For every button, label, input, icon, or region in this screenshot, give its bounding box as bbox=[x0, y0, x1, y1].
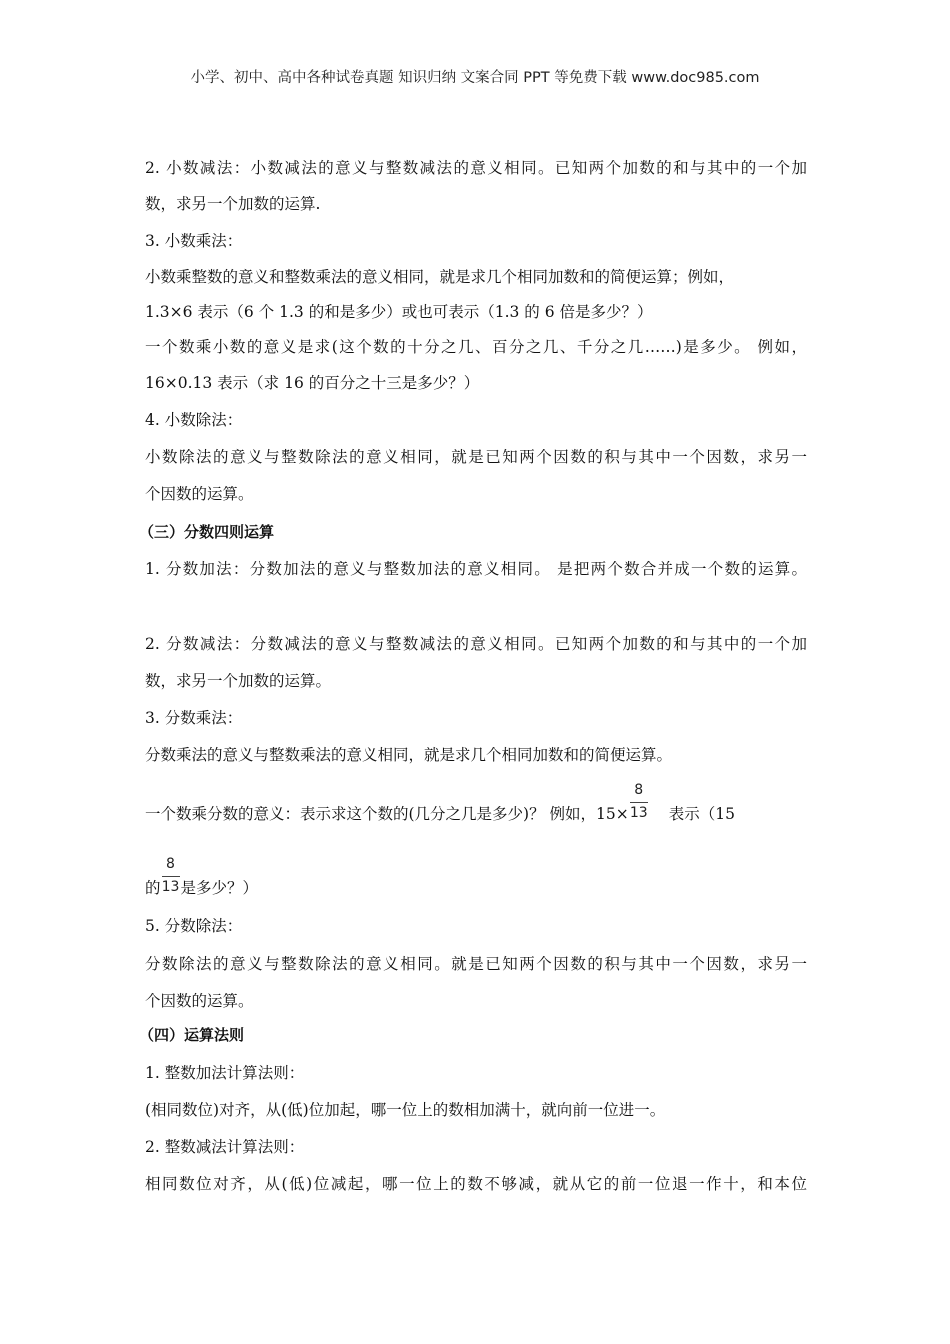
page-header: 小学、初中、高中各种试卷真题 知识归纳 文案合同 PPT 等免费下载 www.doc985.com bbox=[190, 70, 760, 86]
section-heading: （三）分数四则运算 bbox=[139, 523, 275, 541]
section-heading: （四）运算法则 bbox=[139, 1026, 245, 1044]
text-line: 16×0.13 表示（求 16 的百分之十三是多少？） bbox=[145, 374, 480, 392]
text-line: 分数除法的意义与整数除法的意义相同。就是已知两个因数的积与其中一个因数，求另一 bbox=[145, 955, 807, 973]
fraction bbox=[629, 782, 649, 824]
fraction-numerator: 8 bbox=[166, 856, 175, 872]
text-line: 2. 分数减法：分数减法的意义与整数减法的意义相同。已知两个加数的和与其中的一个加 bbox=[145, 635, 807, 653]
text-line: 2. 整数减法计算法则： bbox=[145, 1138, 305, 1156]
text-line: 相同数位对齐，从(低)位减起，哪一位上的数不够减，就从它的前一位退一作十，和本位 bbox=[145, 1175, 807, 1193]
line-segment: 是多少？） bbox=[180, 879, 259, 897]
line-segment: 的 bbox=[145, 879, 161, 897]
text-line: 个因数的运算。 bbox=[145, 485, 254, 503]
fraction bbox=[161, 856, 181, 898]
text-line: 小数除法的意义与整数除法的意义相同，就是已知两个因数的积与其中一个因数，求另一 bbox=[145, 448, 807, 466]
text-line-with-fraction bbox=[145, 856, 259, 898]
text-line: 3. 分数乘法： bbox=[145, 709, 243, 727]
text-line: 5. 分数除法： bbox=[145, 917, 243, 935]
fraction-denominator: 13 bbox=[629, 805, 648, 821]
text-line: 4. 小数除法： bbox=[145, 411, 243, 429]
text-line: 1. 整数加法计算法则： bbox=[145, 1064, 305, 1082]
text-line: (相同数位)对齐，从(低)位加起，哪一位上的数相加满十，就向前一位进一。 bbox=[145, 1101, 666, 1119]
line-segment: 表示（15 bbox=[668, 805, 735, 823]
text-line: 一个数乘小数的意义是求(这个数的十分之几、百分之几、千分之几……)是多少。 例如， bbox=[145, 338, 807, 356]
text-line: 1. 分数加法：分数加法的意义与整数加法的意义相同。 是把两个数合并成一个数的运算。 bbox=[145, 560, 807, 578]
text-line: 个因数的运算。 bbox=[145, 992, 254, 1010]
fraction-numerator: 8 bbox=[634, 782, 644, 798]
text-line: 2. 小数减法：小数减法的意义与整数减法的意义相同。已知两个加数的和与其中的一个加 bbox=[145, 159, 807, 177]
text-line: 数，求另一个加数的运算。 bbox=[145, 672, 332, 690]
text-line-with-fraction bbox=[145, 782, 735, 824]
text-line: 小数乘整数的意义和整数乘法的意义相同，就是求几个相同加数和的简便运算；例如， bbox=[145, 268, 735, 286]
text-line: 数，求另一个加数的运算. bbox=[145, 195, 321, 213]
line-segment: 一个数乘分数的意义：表示求这个数的(几分之几是多少)？ 例如，15× bbox=[145, 805, 629, 823]
text-line: 3. 小数乘法： bbox=[145, 232, 243, 250]
fraction-denominator: 13 bbox=[161, 879, 180, 895]
text-line: 1.3×6 表示（6 个 1.3 的和是多少）或也可表示（1.3 的 6 倍是多少？） bbox=[145, 303, 653, 321]
text-line: 分数乘法的意义与整数乘法的意义相同，就是求几个相同加数和的简便运算。 bbox=[145, 746, 673, 764]
